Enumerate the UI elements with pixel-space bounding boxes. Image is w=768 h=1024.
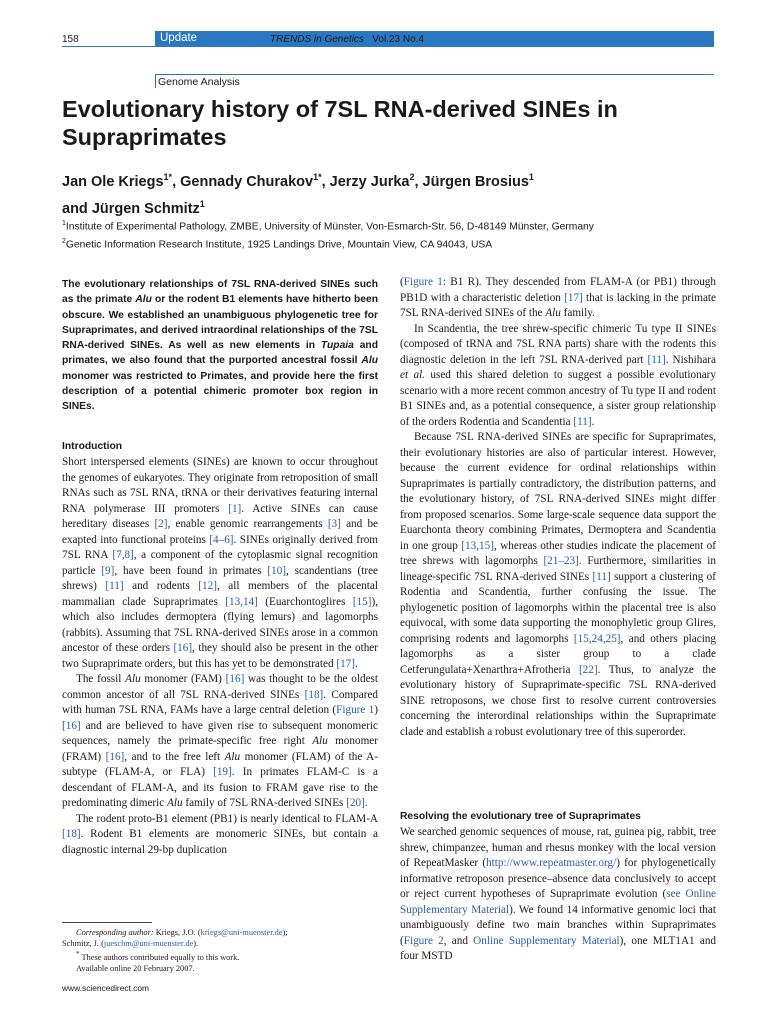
url-link[interactable]: http://www.repeatmaster.org/ (486, 857, 617, 869)
paragraph: (Figure 1: B1 R). They descended from FLAM-A (or PB1) through PB1D with a characteristic deletion [17] that is lacking in the primate 7SL RNA-derived SINEs of the Alu family. (400, 276, 716, 319)
footnote-corresponding-2: Schmitz, J. (jueschm@uni-muenster.de). (62, 939, 199, 948)
ref-link[interactable]: [19] (213, 766, 232, 778)
resolving-body (400, 825, 716, 965)
ref-link[interactable]: [11] (592, 570, 611, 583)
ref-link[interactable]: [18] (62, 828, 81, 840)
journal-name: TRENDS in Genetics (270, 34, 364, 45)
category-rule (155, 74, 714, 75)
ref-link[interactable]: [3] (327, 518, 341, 530)
author-sup: 1* (313, 172, 322, 182)
resolving-heading: Resolving the evolutionary tree of Supraprimates (400, 811, 641, 822)
affiliations (62, 216, 722, 253)
paragraph: The rodent proto-B1 element (PB1) is nearly identical to FLAM-A [18]. Rodent B1 elements are monomeric SINEs, but contain a diagnostic internal 29-bp duplication (62, 812, 378, 856)
header-rule (62, 46, 714, 47)
affiliation-text: Institute of Experimental Pathology, ZMBE, University of Münster, Von-Esmarch-Str. 56, D-48149 Münster, Germany (65, 221, 594, 233)
paragraph: We searched genomic sequences of mouse, rat, guinea pig, rabbit, tree shrew, chimpanzee, human and rhesus monkey with the local version of RepeatMasker (http://www.repeatmaster.org/) for phylogenetically informative retroposon presence–absence data conclusively to accept or reject current hypotheses of Supraprimate evolution (see Online Supplementary Material). We found 14 informative genomic loci that unambiguously define two main branches within Supraprimates (Figure 2, and Online Supplementary Material), one MLT1A1 and four MSTD (400, 826, 717, 962)
ref-link[interactable]: [13,15] (461, 539, 494, 552)
footnote-available: Available online 20 February 2007. (76, 963, 195, 973)
section-label: Update (160, 32, 198, 44)
ref-link[interactable]: [20] (346, 797, 365, 809)
ref-link[interactable]: [17] (564, 291, 583, 304)
category-tick (155, 74, 156, 88)
footnote-equal-contribution: * These authors contributed equally to this work. (76, 950, 240, 962)
ref-link[interactable]: [13,14] (225, 595, 258, 608)
paragraph: In Scandentia, the tree shrew-specific chimeric Tu type II SINEs (composed of tRNA and 7SL RNA parts) share with the rodents this diagnostic deletion in the left 7SL RNA-derived part [11]. Nishihara et al. used this shared deletion to suggest a possible evolutionary scenario with a more recent common ancestry of Tu type II and rodent B1 SINEs and, as a potential consequence, a sister group relationship of the orders Rodentia and Scandentia [11]. (400, 322, 716, 428)
author-sup: 1 (528, 172, 534, 182)
ref-link[interactable]: [22] (578, 663, 598, 676)
author-sup: 1* (163, 172, 173, 182)
section-tab (155, 31, 714, 47)
ref-link[interactable]: [11] (573, 415, 592, 428)
ref-link[interactable]: [12] (198, 580, 217, 592)
category-label: Genome Analysis (158, 76, 240, 88)
abstract: The evolutionary relationships of 7SL RNA-derived SINEs such as the primate Alu or the rodent B1 elements have hitherto been obscure. We established an unambiguous phylogenetic tree for Supraprimates, and derived intraordinal relationships of the 7SL RNA-derived SINEs. As well as new elements in Tupaia and primates, we also found that the purported ancestral fossil Alu monomer was restricted to Primates, and provide here the first description of a potential chimeric promoter box region in SINEs. (62, 279, 378, 413)
paragraph: The fossil Alu monomer (FAM) [16] was thought to be the oldest common ancestor of all 7SL RNA-derived SINEs [18]. Compared with human 7SL RNA, FAMs have a large central deletion (Figure 1) [16] and are believed to have given rise to subsequent monomeric sequences, namely the primate-specific free right Alu monomer (FRAM) [16], and to the free left Alu monomer (FLAM) of the A-subtype (FLAM-A, or FLA) [19]. In primates FLAM-C is a descendant of FLAM-A, and its fusion to FRAM gave rise to the predominating dimeric Alu family of 7SL RNA-derived SINEs [20]. (62, 673, 379, 809)
ref-link[interactable]: [17] (336, 657, 355, 670)
author-name: Jürgen Schmitz (91, 200, 200, 217)
paragraph: Short interspersed elements (SINEs) are known to occur throughout the genomes of eukaryotes. They originate from retroposition of small RNAs such as 7SL RNA, tRNA or their derivatives featuring internal RNA polymerase III promoters [1]. Active SINEs can cause hereditary diseases [2], enable genomic rearrangements [3] and be exapted into functional proteins [4–6]. SINEs originally derived from 7SL RNA [7,8], a component of the cytoplasmic signal recognition particle [9], have been found in primates [10], scandentians (tree shrews) [11] and rodents [12], all members of the placental mammalian clade Supraprimates [13,14] (Euarchontoglires [15]), which also includes dermoptera (flying lemurs) and lagomorphs (rabbits). Assuming that 7SL RNA-derived SINEs arose in a common ancestor of these orders [16], they should also be present in the other two Supraprimate orders, but this has yet to be demonstrated [17]. (62, 456, 379, 670)
footnotes (62, 927, 378, 974)
figure-link[interactable]: Figure 2 (403, 934, 444, 947)
figure-link[interactable]: Figure 1 (336, 704, 375, 716)
ref-link[interactable]: [11] (105, 580, 124, 592)
footnote-corresponding: Corresponding author: Kriegs, J.O. (kriegs@uni-muenster.de); (76, 928, 288, 937)
author-list: Jan Ole Kriegs$^{1*}$, Gennady Churakov$^{1*}$, Jerzy Jurka$^2$, Jürgen Brosius$^1$ and Jürgen Schmitz$^1$ (62, 172, 534, 217)
right-column-body (400, 275, 716, 740)
ref-link[interactable]: [16] (105, 750, 125, 763)
volume-issue: Vol.23 No.4 (372, 34, 424, 45)
author-name: Gennady Churakov (180, 173, 314, 190)
page-number: 158 (62, 34, 79, 45)
affiliation (62, 234, 722, 252)
author-sup: 2 (409, 172, 415, 182)
footnote-rule (62, 922, 152, 923)
ref-link[interactable]: [16] (225, 673, 245, 685)
affiliation-sup: 2 (62, 238, 66, 246)
ref-link[interactable]: [15,24,25] (573, 632, 621, 645)
paragraph: Because 7SL RNA-derived SINEs are specific for Supraprimates, their evolutionary histories are also of particular interest. However, because the current evidence for ordinal relationships within Supraprimates is partially contradictory, the distribution patterns, and the evolutionary history, of 7SL RNA-derived SINEs might differ from proposed scenarios. Some large-scale sequence data support the Euarchonta theory combining Primates, Dermoptera and Scandentia in one group [13,15], whereas other studies indicate the placement of tree shrews with lagomorphs [21–23]. Furthermore, similarities in lineage-specific 7SL RNA-derived SINEs [11] support a clustering of Rodentia and Scandentia, further confusing the issue. The phylogenetic position of lagomorphs within the placental tree is also equivocal, with some data supporting the monophyletic group Glires, comprising rodents and lagomorphs [15,24,25], and others placing lagomorphs as a sister group to a clade Cetferungulata+Xenarthra+Afrotheria [22]. Thus, to analyze the evolutionary history of Supraprimate-specific 7SL RNA-derived SINE retroposons, we chose first to resolve current controversies concerning the interordinal relationships within the Supraprimate clade and establish a robust evolutionary tree of this superorder. (400, 431, 717, 738)
ref-link[interactable]: [1] (228, 502, 242, 515)
affiliation-text: Genetic Information Research Institute, 1925 Landings Drive, Mountain View, CA 94043, USA (65, 239, 493, 251)
author-sup: 1 (199, 198, 205, 209)
affiliation-sup: 1 (62, 220, 66, 227)
article-title: Evolutionary history of 7SL RNA-derived SINEs in Supraprimates (62, 96, 618, 150)
supplement-link[interactable]: see Online Supplementary Material (400, 888, 717, 916)
ref-link[interactable]: [10] (267, 564, 287, 577)
journal-info (270, 34, 424, 45)
ref-link[interactable]: [21–23] (543, 555, 579, 567)
affiliation (62, 216, 722, 234)
ref-link[interactable]: [16] (62, 719, 81, 732)
email-link[interactable]: kriegs@uni-muenster.de (200, 928, 283, 937)
author-name: Jerzy Jurka (329, 173, 410, 190)
ref-link[interactable]: [7,8] (112, 549, 134, 561)
supplement-link[interactable]: Online Supplementary Material (473, 934, 620, 947)
ref-link[interactable]: [16] (173, 642, 193, 654)
introduction-body (62, 455, 378, 858)
figure-link[interactable]: Figure 1 (403, 276, 443, 288)
author-name: Jürgen Brosius (422, 173, 529, 190)
email-link[interactable]: jueschm@uni-muenster.de (103, 939, 194, 948)
footer-url[interactable]: www.sciencedirect.com (62, 983, 150, 993)
author-name: Jan Ole Kriegs (62, 173, 164, 190)
ref-link[interactable]: [4–6] (209, 533, 234, 546)
ref-link[interactable]: [2] (154, 518, 168, 530)
ref-link[interactable]: [9] (101, 564, 115, 577)
ref-link[interactable]: [15] (352, 595, 372, 608)
ref-link[interactable]: [11] (647, 353, 666, 366)
ref-link[interactable]: [18] (304, 688, 324, 701)
introduction-heading: Introduction (62, 441, 123, 452)
